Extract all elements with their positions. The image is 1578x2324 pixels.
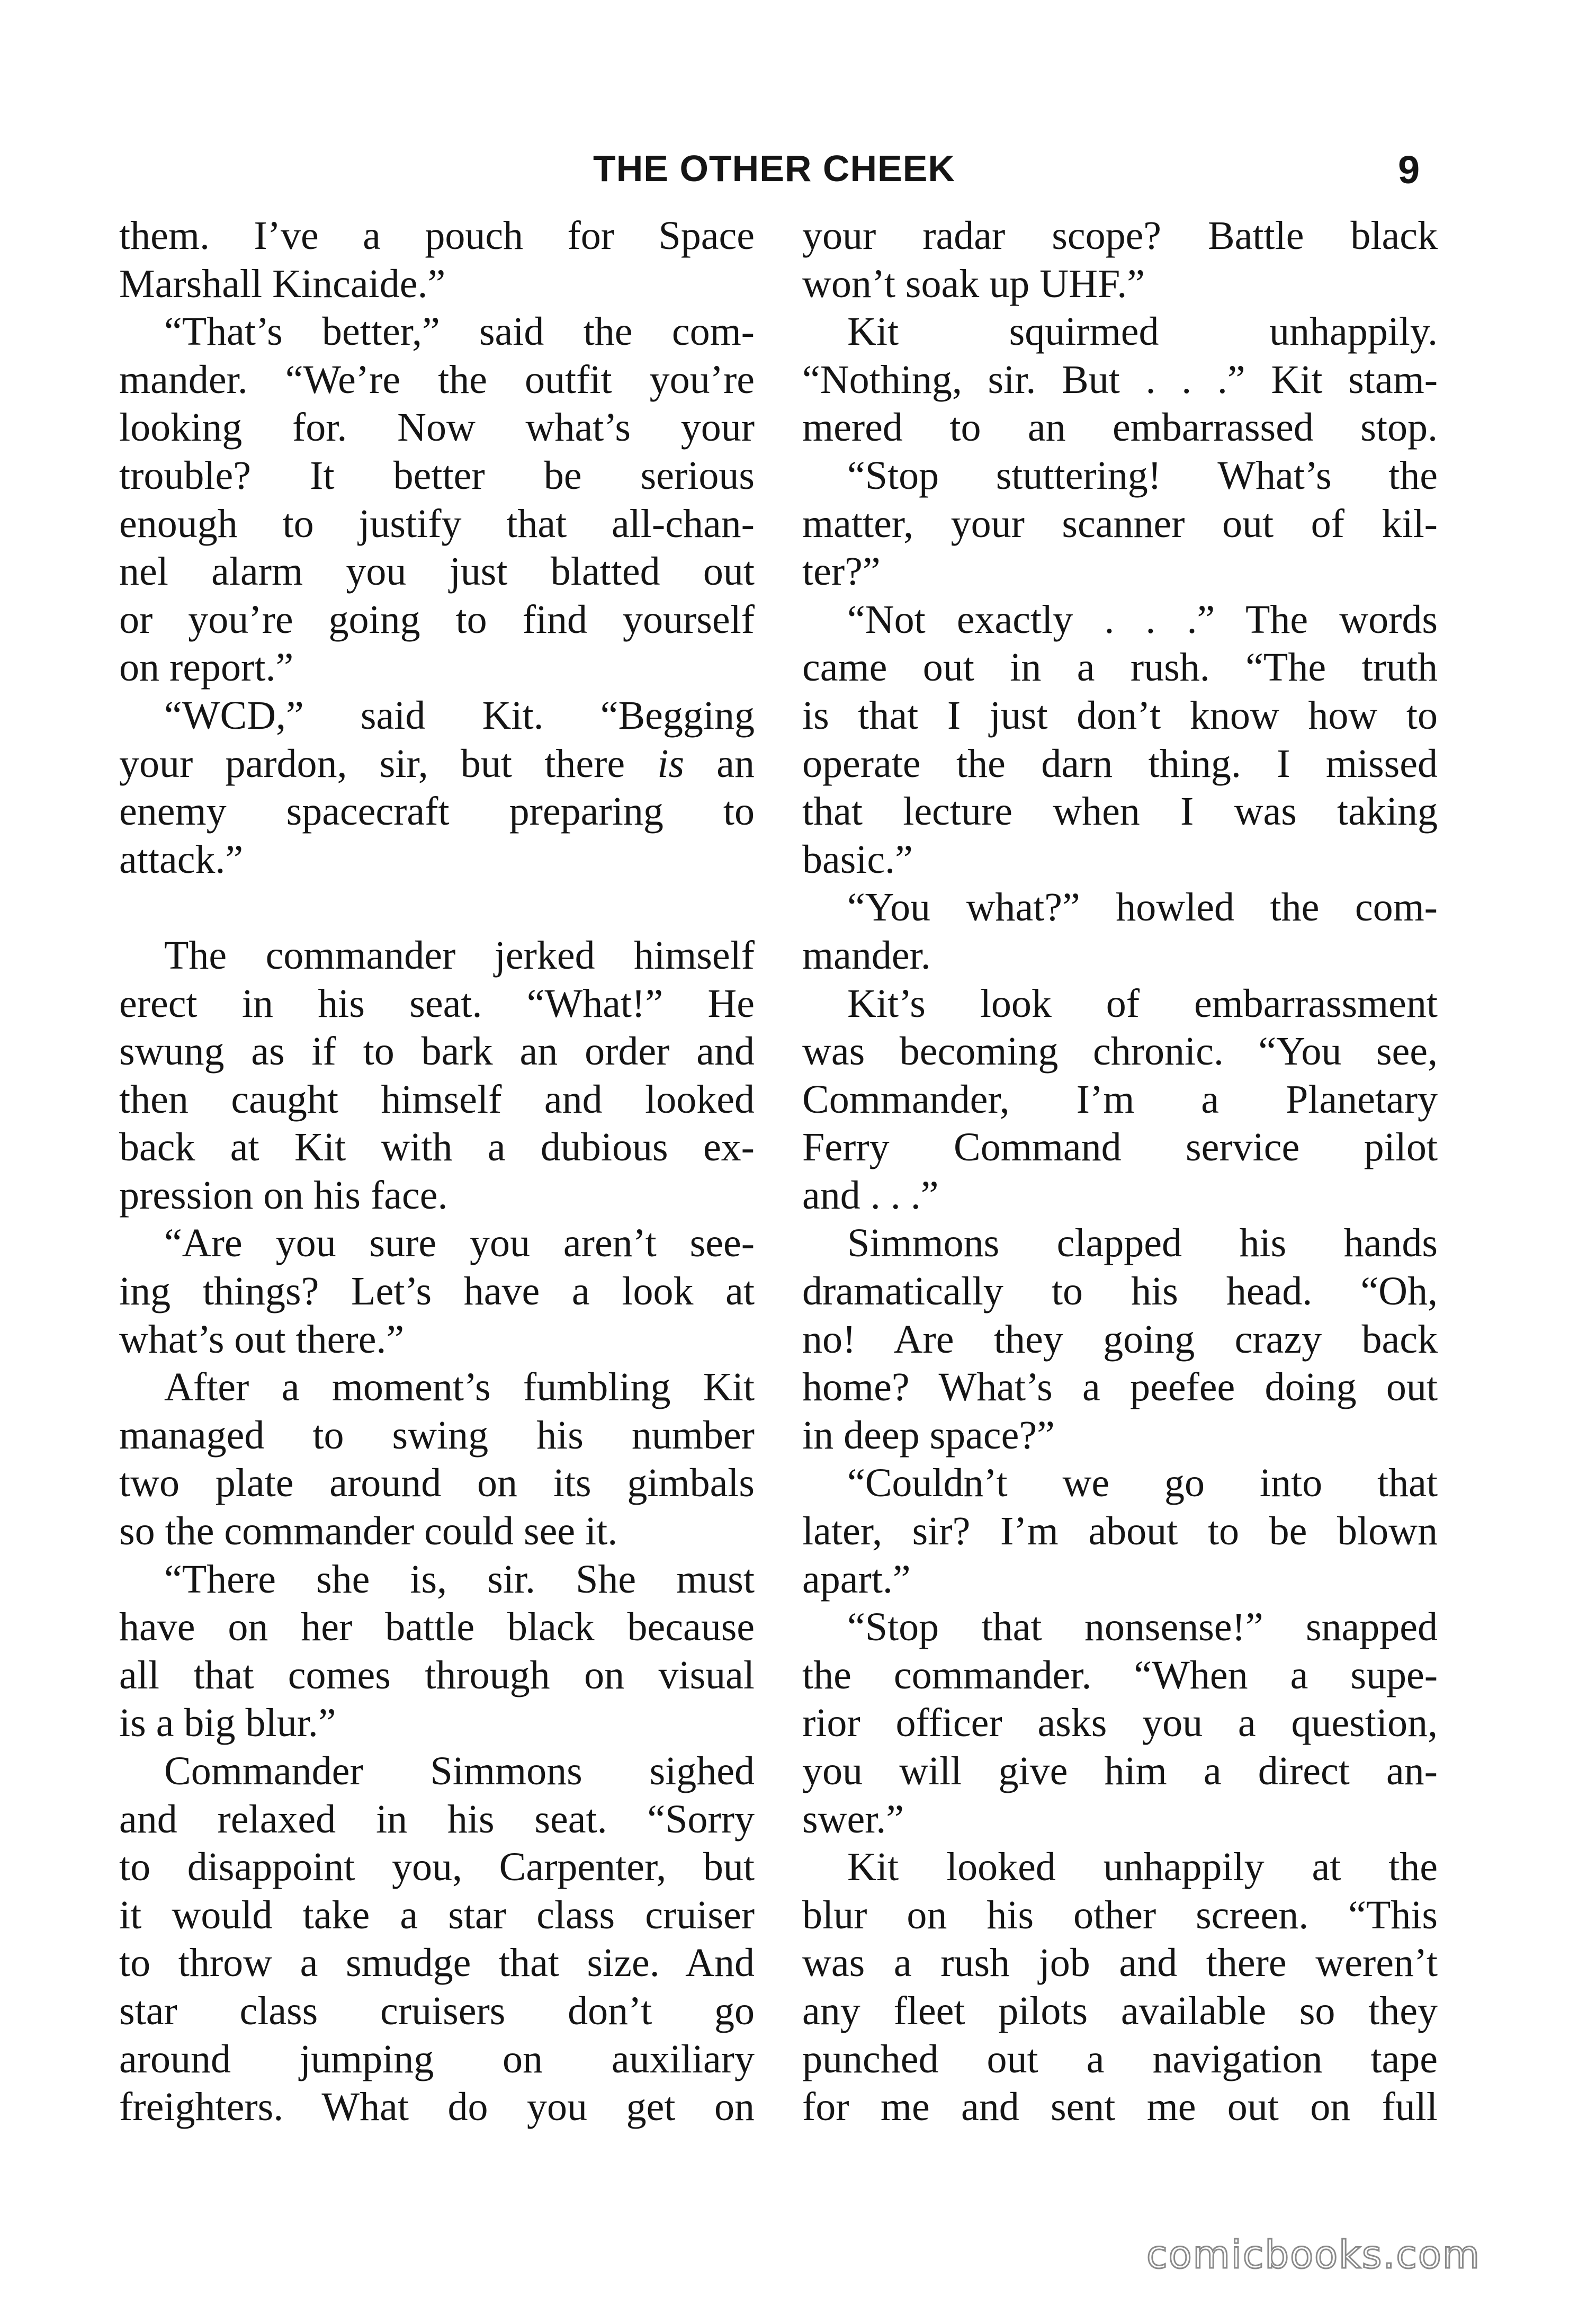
text-line: all that comes through on visual	[119, 1652, 755, 1697]
text-line: swer.”	[802, 1796, 904, 1842]
text-line: or you’re going to find yourself	[119, 597, 755, 642]
text-line: Kit’s look of embarrassment	[847, 981, 1438, 1026]
right-text-column	[802, 212, 1438, 2131]
text-line: for me and sent me out on full	[802, 2085, 1438, 2130]
text-line: freighters. What do you get on	[119, 2085, 755, 2130]
text-line: erect in his seat. “What!” He	[119, 981, 755, 1026]
text-line: Kit looked unhappily at the	[847, 1845, 1438, 1890]
text-line: “There she is, sir. She must	[164, 1557, 755, 1602]
text-line: it would take a star class cruiser	[119, 1892, 755, 1937]
text-line: “Couldn’t we go into that	[847, 1461, 1438, 1506]
text-line: swung as if to bark an order and	[119, 1029, 755, 1074]
text-line: is a big blur.”	[119, 1701, 336, 1746]
text-line: nel alarm you just blatted out	[119, 549, 755, 594]
text-line: ing things? Let’s have a look at	[119, 1269, 755, 1314]
emphasis: is	[657, 741, 685, 786]
running-head	[0, 147, 1578, 195]
text-line: “Are you sure you aren’t see-	[164, 1221, 755, 1266]
text-line: what’s out there.”	[119, 1317, 405, 1362]
text-line: rior officer asks you a question,	[802, 1701, 1438, 1746]
paragraph-gap	[119, 883, 755, 932]
text-line: enough to justify that all-chan-	[119, 501, 755, 546]
text-line: so the commander could see it.	[119, 1509, 618, 1554]
text-line: back at Kit with a dubious ex-	[119, 1125, 755, 1170]
text-line: “WCD,” said Kit. “Begging	[164, 693, 755, 738]
text-line: attack.”	[119, 837, 244, 882]
text-line: “You what?” howled the com-	[847, 885, 1438, 930]
text-line: you will give him a direct an-	[802, 1749, 1438, 1793]
text-line: Commander Simmons sighed	[164, 1749, 755, 1793]
text-line: your radar scope? Battle black	[802, 213, 1438, 258]
text-line: “Nothing, sir. But . . .” Kit stam-	[802, 357, 1438, 402]
text-line: came out in a rush. “The truth	[802, 645, 1438, 690]
text-line: Kit squirmed unhappily.	[847, 309, 1438, 354]
text-line: your pardon, sir, but there is an	[119, 741, 755, 786]
text-line: that lecture when I was taking	[802, 789, 1438, 834]
text-line: later, sir? I’m about to be blown	[802, 1509, 1438, 1554]
watermark-logo: comicbooks.com	[1146, 2232, 1481, 2277]
text-line: have on her battle black because	[119, 1605, 755, 1650]
text-line: to disappoint you, Carpenter, but	[119, 1845, 755, 1890]
text-line: Commander, I’m a Planetary	[802, 1077, 1438, 1122]
text-line: was becoming chronic. “You see,	[802, 1029, 1438, 1074]
text-line: two plate around on its gimbals	[119, 1461, 755, 1506]
text-line: mered to an embarrassed stop.	[802, 405, 1438, 450]
text-line: and relaxed in his seat. “Sorry	[119, 1796, 755, 1842]
text-line: to throw a smudge that size. And	[119, 1941, 755, 1986]
text-line: “That’s better,” said the com-	[164, 309, 755, 354]
text-line: “Stop that nonsense!” snapped	[847, 1605, 1438, 1650]
text-line: around jumping on auxiliary	[119, 2036, 755, 2081]
text-line: on report.”	[119, 645, 294, 690]
text-line: looking for. Now what’s your	[119, 405, 755, 450]
text-line: was a rush job and there weren’t	[802, 1941, 1438, 1986]
text-line: ter?”	[802, 549, 881, 594]
text-line: matter, your scanner out of kil-	[802, 501, 1438, 546]
text-line: “Not exactly . . .” The words	[847, 597, 1438, 642]
running-title: THE OTHER CHEEK	[593, 148, 955, 189]
text-line: dramatically to his head. “Oh,	[802, 1269, 1438, 1314]
text-line: mander. “We’re the outfit you’re	[119, 357, 755, 402]
text-line: any fleet pilots available so they	[802, 1988, 1438, 2033]
text-line: trouble? It better be serious	[119, 453, 755, 498]
page-number: 9	[1398, 148, 1420, 192]
text-line: managed to swing his number	[119, 1413, 755, 1458]
text-line: star class cruisers don’t go	[119, 1988, 755, 2033]
text-line: no! Are they going crazy back	[802, 1317, 1438, 1362]
text-line: in deep space?”	[802, 1413, 1055, 1458]
text-line: and . . .”	[802, 1173, 939, 1218]
text-line: is that I just don’t know how to	[802, 693, 1438, 738]
text-line: operate the darn thing. I missed	[802, 741, 1438, 786]
text-line: After a moment’s fumbling Kit	[164, 1365, 755, 1410]
text-line: them. I’ve a pouch for Space	[119, 213, 755, 258]
text-line: Simmons clapped his hands	[847, 1221, 1438, 1266]
text-line: “Stop stuttering! What’s the	[847, 453, 1438, 498]
text-line: Ferry Command service pilot	[802, 1125, 1438, 1170]
text-line: enemy spacecraft preparing to	[119, 789, 755, 834]
text-line: basic.”	[802, 837, 913, 882]
text-line: The commander jerked himself	[164, 933, 755, 978]
text-line: won’t soak up UHF.”	[802, 261, 1145, 306]
text-line: punched out a navigation tape	[802, 2036, 1438, 2081]
text-line: then caught himself and looked	[119, 1077, 755, 1122]
text-line: the commander. “When a supe-	[802, 1652, 1438, 1697]
text-line: mander.	[802, 933, 931, 978]
left-text-column	[119, 212, 755, 2131]
text-line: apart.”	[802, 1557, 911, 1602]
text-line: home? What’s a peefee doing out	[802, 1365, 1438, 1410]
text-line: Marshall Kincaide.”	[119, 261, 446, 306]
text-line: blur on his other screen. “This	[802, 1892, 1438, 1937]
text-line: pression on his face.	[119, 1173, 448, 1218]
